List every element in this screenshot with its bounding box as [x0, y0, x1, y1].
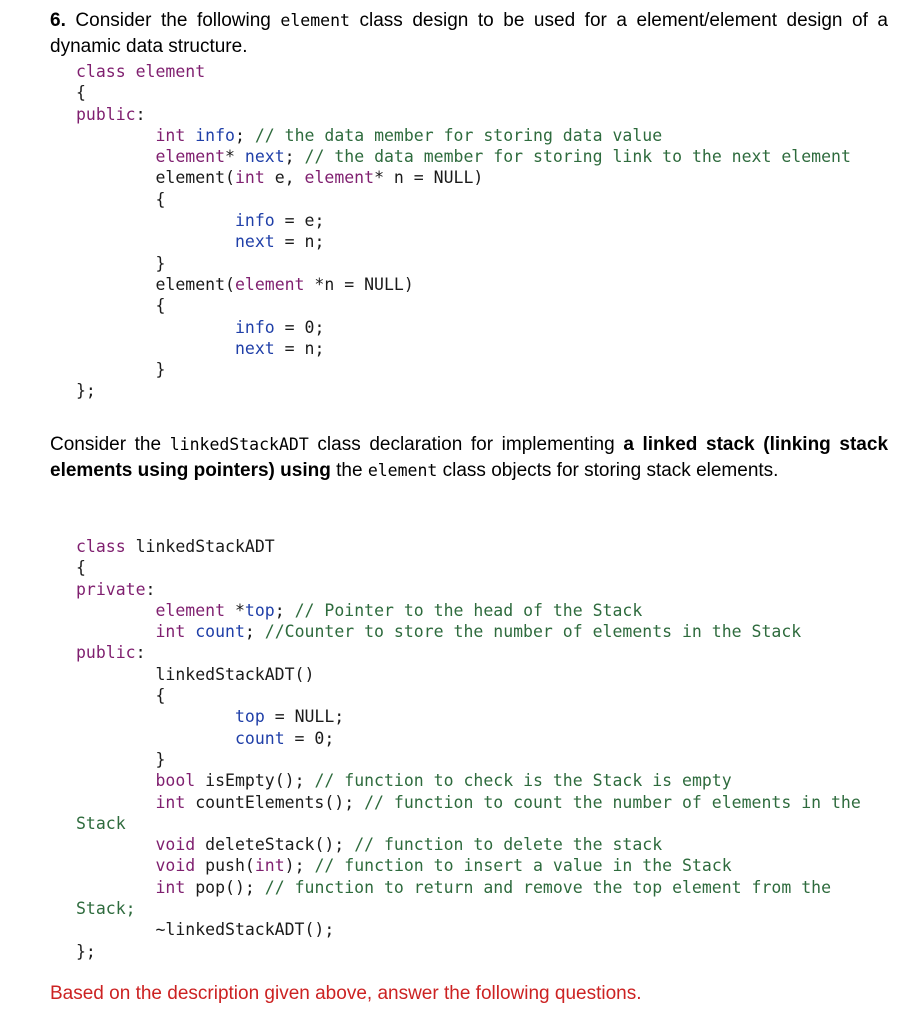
- code-line: [76, 338, 851, 359]
- code-token: class: [76, 537, 136, 556]
- code-token: element: [234, 274, 305, 294]
- code-token: *n = NULL): [304, 274, 414, 294]
- code-line: [76, 792, 861, 813]
- code-token: );: [284, 856, 315, 876]
- code-token: pop();: [185, 877, 265, 897]
- code-token: *: [225, 600, 245, 620]
- stack-intro: [50, 432, 888, 484]
- code-token: private: [76, 579, 146, 599]
- code-line: [76, 274, 851, 295]
- closing-instruction: Based on the description given above, answer the following questions.: [50, 983, 642, 1004]
- code-line: [76, 621, 861, 642]
- code-token: int: [155, 622, 186, 642]
- code-token: element: [155, 600, 226, 620]
- code-line: [76, 855, 861, 876]
- code-line: [76, 317, 851, 338]
- code-token: = n;: [274, 338, 325, 358]
- intro-text-2: class design to be used for a element/element design of a dynamic data structure.: [50, 10, 888, 57]
- code-line: [76, 359, 851, 380]
- code-token: next: [234, 338, 275, 358]
- code-token: ;: [284, 147, 305, 167]
- code-token: // the data member for storing link to the next element: [304, 147, 851, 167]
- code-line: [76, 898, 861, 919]
- code-token: [76, 318, 235, 337]
- code-token: class element: [76, 62, 206, 81]
- code-token: //Counter to store the number of elements in the Stack: [264, 622, 802, 642]
- question-number: 6.: [50, 10, 66, 31]
- code-token: element(: [76, 274, 235, 294]
- stack-intro-code-1: linkedStackADT: [169, 435, 309, 454]
- stack-intro-text-3: the: [336, 460, 363, 481]
- code-token: e,: [264, 168, 305, 188]
- code-token: void: [155, 835, 196, 855]
- code-token: int: [155, 877, 186, 897]
- code-token: [76, 622, 155, 641]
- code-token: // function to return and remove the top element from the: [264, 877, 832, 897]
- element-class-code: [76, 61, 851, 402]
- code-token: int: [234, 168, 265, 188]
- intro-text-1: Consider the following: [75, 10, 271, 31]
- code-token: info: [234, 317, 275, 337]
- code-line: [76, 685, 861, 706]
- code-token: [76, 126, 155, 145]
- code-token: public: [76, 643, 136, 663]
- code-line: [76, 295, 851, 316]
- code-line: [76, 82, 851, 103]
- code-token: // the data member for storing data value: [254, 125, 663, 145]
- code-token: {: [76, 686, 166, 706]
- code-token: Stack: [76, 813, 126, 833]
- code-token: = e;: [274, 211, 325, 231]
- code-token: ;: [274, 600, 295, 620]
- code-line: [76, 600, 861, 621]
- code-token: * n = NULL): [374, 168, 484, 188]
- code-token: count: [195, 622, 245, 642]
- code-token: // function to insert a value in the Stack: [314, 856, 732, 876]
- code-token: info: [195, 125, 235, 145]
- code-token: = 0;: [274, 317, 325, 337]
- code-token: ;: [244, 622, 265, 642]
- code-token: [76, 232, 235, 251]
- code-line: [76, 770, 861, 791]
- code-line: [76, 579, 861, 600]
- code-token: countElements();: [185, 792, 365, 812]
- code-line: [76, 941, 861, 962]
- code-token: {: [76, 558, 86, 578]
- code-token: linkedStackADT: [135, 537, 275, 556]
- code-token: [76, 878, 155, 897]
- code-token: :: [135, 643, 146, 663]
- code-token: [76, 601, 155, 620]
- code-token: public: [76, 104, 136, 124]
- code-token: {: [76, 83, 86, 103]
- stack-class-code: [76, 536, 861, 962]
- code-line: [76, 749, 861, 770]
- code-line: [76, 146, 851, 167]
- code-line: [76, 536, 861, 557]
- code-line: [76, 210, 851, 231]
- code-token: [76, 729, 235, 748]
- stack-intro-text-2: class declaration for implementing: [317, 434, 615, 455]
- code-token: [76, 835, 155, 854]
- code-line: [76, 834, 861, 855]
- code-line: [76, 706, 861, 727]
- code-token: top: [244, 600, 275, 620]
- code-token: {: [76, 189, 166, 209]
- code-token: linkedStackADT(): [76, 664, 315, 684]
- code-token: ~linkedStackADT();: [76, 920, 335, 940]
- code-line: [76, 104, 851, 125]
- code-line: [76, 380, 851, 401]
- code-line: [76, 557, 861, 578]
- code-line: [76, 877, 861, 898]
- code-token: :: [135, 104, 146, 124]
- code-line: [76, 167, 851, 188]
- code-token: top: [234, 707, 265, 727]
- code-token: // function to count the number of elements in the: [364, 792, 861, 812]
- code-token: {: [76, 296, 166, 316]
- code-token: int: [155, 125, 186, 145]
- code-token: push(: [195, 856, 255, 876]
- code-token: }: [76, 253, 166, 273]
- code-line: [76, 125, 851, 146]
- code-token: int: [254, 856, 285, 876]
- code-token: // function to check is the Stack is empty: [314, 771, 732, 791]
- code-token: };: [76, 381, 96, 401]
- code-token: [76, 707, 235, 726]
- code-token: bool: [155, 771, 196, 791]
- code-token: next: [234, 232, 275, 252]
- code-line: [76, 231, 851, 252]
- code-line: [76, 189, 851, 210]
- code-token: [76, 793, 155, 812]
- code-token: deleteStack();: [195, 835, 355, 855]
- code-line: [76, 664, 861, 685]
- code-token: isEmpty();: [195, 771, 315, 791]
- intro-code-element: element: [280, 11, 350, 30]
- code-token: [76, 856, 155, 875]
- stack-intro-text-4: class objects for storing stack elements.: [442, 460, 779, 481]
- code-token: = n;: [274, 232, 325, 252]
- code-token: element(: [76, 168, 235, 188]
- code-token: Stack;: [76, 899, 136, 919]
- code-token: ;: [234, 125, 255, 145]
- code-token: [76, 211, 235, 230]
- code-token: = NULL;: [264, 707, 345, 727]
- code-token: }: [76, 360, 166, 380]
- code-token: = 0;: [284, 728, 335, 748]
- code-token: [185, 126, 195, 145]
- code-token: element: [155, 147, 226, 167]
- code-token: [76, 147, 155, 166]
- code-token: :: [145, 579, 156, 599]
- code-token: next: [244, 147, 285, 167]
- code-line: [76, 61, 851, 82]
- code-token: }: [76, 749, 166, 769]
- code-token: int: [155, 792, 186, 812]
- code-token: [185, 622, 195, 641]
- code-token: [76, 339, 235, 358]
- code-token: void: [155, 856, 196, 876]
- code-token: // function to delete the stack: [354, 835, 663, 855]
- stack-intro-bold: a linked stack (linking stack elements using pointers) using: [50, 434, 889, 481]
- code-token: info: [234, 211, 275, 231]
- code-token: // Pointer to the head of the Stack: [294, 600, 643, 620]
- stack-intro-text-1: Consider the: [50, 434, 162, 455]
- code-token: element: [304, 168, 375, 188]
- code-token: };: [76, 941, 96, 961]
- stack-intro-code-2: element: [367, 461, 438, 480]
- code-token: *: [225, 147, 245, 167]
- code-token: count: [234, 728, 285, 748]
- code-line: [76, 813, 861, 834]
- code-line: [76, 253, 851, 274]
- question-intro: [50, 8, 888, 60]
- code-line: [76, 728, 861, 749]
- code-line: [76, 919, 861, 940]
- code-line: [76, 642, 861, 663]
- code-token: [76, 771, 155, 790]
